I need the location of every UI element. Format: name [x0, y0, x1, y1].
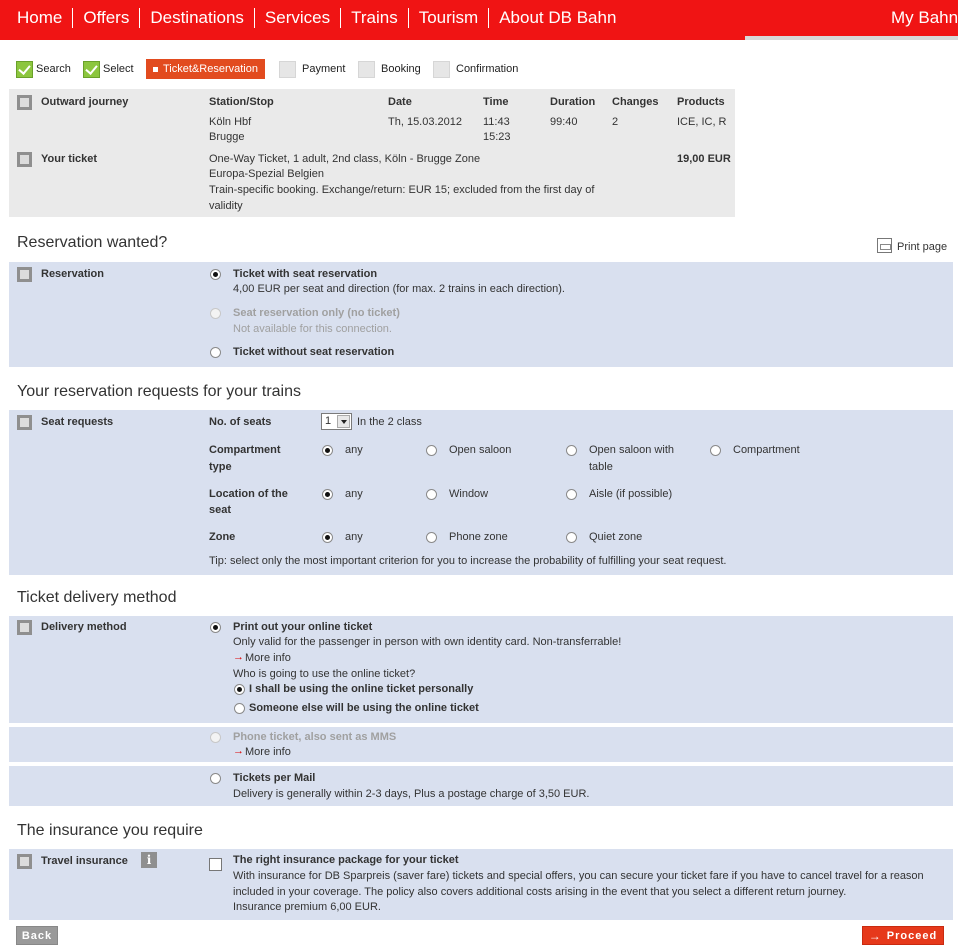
outward-journey-label: Outward journey: [41, 96, 129, 108]
zone-quiet-radio[interactable]: [566, 532, 577, 543]
arrow-right-icon: →: [233, 745, 244, 757]
online-ticket-desc: Only valid for the passenger in person with own identity card. Non-transferrable!: [233, 636, 622, 648]
check-icon: [83, 61, 100, 78]
location-aisle-label[interactable]: Aisle (if possible): [589, 488, 673, 500]
step-label: Confirmation: [456, 63, 519, 75]
compartment-type-label-2: type: [209, 461, 232, 473]
seat-icon: [17, 415, 32, 430]
step-label: Search: [36, 63, 71, 75]
arrow-right-icon: →: [868, 928, 882, 943]
ticket-icon: [17, 152, 32, 167]
compartment-open-saloon-radio[interactable]: [426, 445, 437, 456]
ticket-line-3: Train-specific booking. Exchange/return: EUR 15; excluded from the first day of: [209, 184, 595, 196]
compartment-open-saloon-label[interactable]: Open saloon: [449, 444, 512, 456]
from-station: Köln Hbf: [209, 116, 252, 128]
seat-requests-label: Seat requests: [41, 416, 114, 428]
header-date: Date: [388, 96, 412, 108]
ticket-icon: [17, 620, 32, 635]
nav-services[interactable]: Services: [255, 8, 341, 28]
location-window-label[interactable]: Window: [449, 488, 489, 500]
ticket-line-1: One-Way Ticket, 1 adult, 2nd class, Köln - Brugge Zone: [209, 153, 481, 165]
print-icon[interactable]: [877, 238, 892, 253]
ticket-with-reservation-label[interactable]: Ticket with seat reservation: [233, 268, 378, 280]
use-personally-label[interactable]: I shall be using the online ticket personally: [249, 683, 474, 695]
nav-tourism[interactable]: Tourism: [409, 8, 490, 28]
step-box-icon: [358, 61, 375, 78]
mail-ticket-radio[interactable]: [210, 773, 221, 784]
back-label: Back: [21, 929, 53, 942]
train-icon: [17, 95, 32, 110]
zone-quiet-label[interactable]: Quiet zone: [589, 531, 643, 543]
ticket-price: 19,00 EUR: [677, 153, 731, 165]
step-label: Booking: [381, 63, 421, 75]
insurance-checkbox[interactable]: [209, 858, 222, 871]
reservation-only-label[interactable]: Seat reservation only (no ticket): [233, 307, 400, 319]
ticket-with-reservation-radio[interactable]: [210, 269, 221, 280]
delivery-panel-mail: [9, 766, 953, 806]
someone-else-label[interactable]: Someone else will be using the online ticket: [249, 702, 479, 714]
to-station: Brugge: [209, 131, 245, 143]
compartment-any-label[interactable]: any: [345, 444, 363, 456]
ticket-without-reservation-label[interactable]: Ticket without seat reservation: [233, 346, 395, 358]
arrival-time: 15:23: [483, 131, 511, 143]
top-navigation: [0, 0, 958, 36]
phone-ticket-label[interactable]: Phone ticket, also sent as MMS: [233, 731, 397, 743]
zone-phone-label[interactable]: Phone zone: [449, 531, 508, 543]
location-any-label[interactable]: any: [345, 488, 363, 500]
reservation-panel: [9, 262, 953, 367]
compartment-open-table-label-2[interactable]: table: [589, 461, 613, 473]
changes-value: 2: [612, 116, 619, 128]
shield-icon: [17, 854, 32, 869]
no-of-seats-label: No. of seats: [209, 416, 272, 428]
step-box-icon: [433, 61, 450, 78]
step-payment: [279, 58, 345, 80]
step-booking: [358, 58, 421, 80]
header-time: Time: [483, 96, 509, 108]
use-personally-radio[interactable]: [234, 684, 245, 695]
your-ticket-label: Your ticket: [41, 153, 98, 165]
ticket-with-reservation-desc: 4,00 EUR per seat and direction (for max. 2 trains in each direction).: [233, 283, 565, 295]
insurance-option-label[interactable]: The right insurance package for your ticket: [233, 854, 459, 866]
reservation-only-radio[interactable]: [210, 308, 221, 319]
nav-home[interactable]: Home: [0, 8, 73, 28]
step-search: [16, 58, 71, 80]
check-icon: [16, 61, 33, 78]
step-label: Payment: [302, 63, 346, 75]
location-label-2: seat: [209, 504, 232, 516]
back-button[interactable]: [16, 926, 58, 945]
location-label: Location of the: [209, 488, 288, 500]
header-products: Products: [677, 96, 725, 108]
nav-destinations[interactable]: Destinations: [140, 8, 255, 28]
phone-ticket-radio[interactable]: [210, 732, 221, 743]
ticket-line-2: Europa-Spezial Belgien: [209, 168, 324, 180]
journey-date: Th, 15.03.2012: [388, 116, 463, 128]
proceed-button[interactable]: [862, 926, 944, 945]
insurance-premium: Insurance premium 6,00 EUR.: [233, 901, 381, 913]
online-ticket-radio[interactable]: [210, 622, 221, 633]
location-window-radio[interactable]: [426, 489, 437, 500]
requests-title: Your reservation requests for your trains: [17, 383, 301, 400]
reservation-label: Reservation: [41, 268, 104, 280]
nav-trains[interactable]: Trains: [341, 8, 409, 28]
who-uses-label: Who is going to use the online ticket?: [233, 668, 416, 680]
header-duration: Duration: [550, 96, 596, 108]
ticket-without-reservation-radio[interactable]: [210, 347, 221, 358]
compartment-compartment-label[interactable]: Compartment: [733, 444, 800, 456]
proceed-label: Proceed: [886, 929, 938, 942]
departure-time: 11:43: [483, 116, 510, 128]
step-box-icon: [279, 61, 296, 78]
compartment-open-table-radio[interactable]: [566, 445, 577, 456]
more-info-link[interactable]: More info: [245, 652, 291, 664]
arrow-right-icon: →: [233, 651, 244, 663]
compartment-open-table-label[interactable]: Open saloon with: [589, 444, 674, 456]
insurance-desc-1: With insurance for DB Sparpreis (saver fare) tickets and special offers, you can secure your ticket fare if you have to cancel travel for a reason: [233, 870, 924, 882]
step-label: Select: [103, 63, 134, 75]
delivery-method-label: Delivery method: [41, 621, 127, 633]
seat-class-label: In the 2 class: [357, 416, 422, 428]
location-any-radio[interactable]: [322, 489, 333, 500]
nav-about[interactable]: About DB Bahn: [499, 8, 617, 27]
ticket-line-4: validity: [209, 200, 243, 212]
zone-any-label[interactable]: any: [345, 531, 363, 543]
insurance-title: The insurance you require: [17, 822, 203, 839]
header-changes: Changes: [612, 96, 659, 108]
step-confirmation: [433, 58, 518, 80]
nav-offers[interactable]: Offers: [73, 8, 140, 28]
step-ticket-reservation: [146, 59, 265, 79]
reservation-title: Reservation wanted?: [17, 234, 168, 251]
phone-more-info-link[interactable]: More info: [245, 746, 291, 758]
mail-ticket-desc: Delivery is generally within 2-3 days, Plus a postage charge of 3,50 EUR.: [233, 788, 590, 800]
duration-value: 99:40: [550, 116, 578, 128]
zone-phone-radio[interactable]: [426, 532, 437, 543]
mail-ticket-label[interactable]: Tickets per Mail: [233, 772, 316, 784]
compartment-any-radio[interactable]: [322, 445, 333, 456]
nav-my-bahn[interactable]: My Bahn: [891, 8, 958, 27]
products-value: ICE, IC, R: [677, 116, 727, 128]
no-of-seats-select[interactable]: [321, 413, 352, 430]
seat-icon: [17, 267, 32, 282]
someone-else-radio[interactable]: [234, 703, 245, 714]
compartment-compartment-radio[interactable]: [710, 445, 721, 456]
delivery-panel-online: [9, 616, 953, 723]
header-station: Station/Stop: [209, 96, 274, 108]
step-select: [83, 58, 134, 80]
delivery-panel-phone: [9, 727, 953, 762]
travel-insurance-label: Travel insurance: [41, 855, 128, 867]
nav-items: [0, 0, 626, 36]
zone-label: Zone: [209, 531, 236, 543]
delivery-title: Ticket delivery method: [17, 589, 177, 606]
reservation-only-desc: Not available for this connection.: [233, 323, 392, 335]
seat-request-tip: Tip: select only the most important criterion for you to increase the probability of fulfilling your seat request.: [209, 555, 727, 567]
select-value: 1: [325, 415, 332, 427]
nav-gray-bar: [745, 36, 958, 40]
info-icon[interactable]: i: [141, 852, 157, 868]
zone-any-radio[interactable]: [322, 532, 333, 543]
square-icon: [153, 67, 158, 72]
chevron-down-icon: [337, 415, 350, 428]
location-aisle-radio[interactable]: [566, 489, 577, 500]
insurance-desc-2: included in your coverage. The policy also covers additional costs arising in the event that you select a different return journey.: [233, 886, 847, 898]
print-page-link[interactable]: Print page: [897, 241, 948, 253]
step-label: Ticket&Reservation: [163, 63, 258, 75]
nav-underline: [0, 36, 745, 40]
online-ticket-label[interactable]: Print out your online ticket: [233, 621, 373, 633]
compartment-type-label: Compartment: [209, 444, 281, 456]
